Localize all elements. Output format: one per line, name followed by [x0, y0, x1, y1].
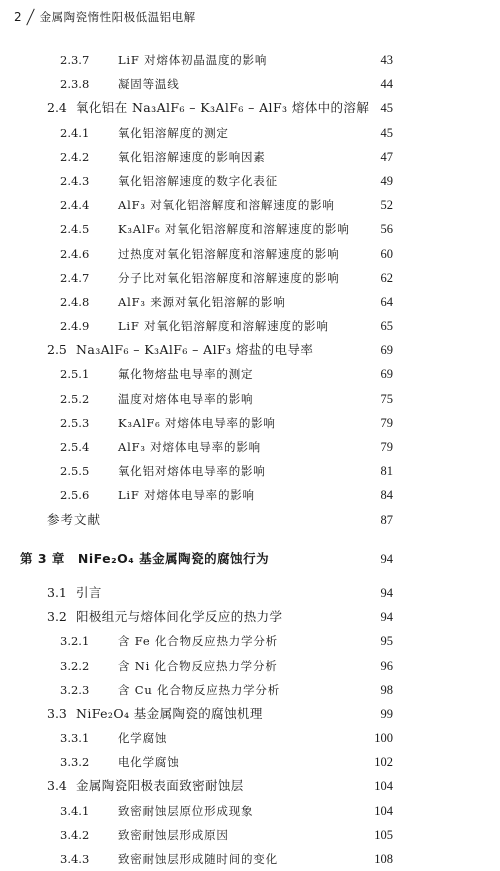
toc-page-number: 47	[380, 149, 393, 164]
toc-page-number: 94	[380, 585, 393, 600]
toc-page-number: 95	[380, 634, 393, 649]
toc-entry[interactable]	[0, 362, 500, 386]
toc-section-number: 3.2	[47, 609, 67, 625]
toc-page-number: 65	[380, 319, 393, 334]
toc-section-title: 氧化铝在 Na₃AlF₆ – K₃AlF₆ – AlF₃ 熔体中的溶解	[76, 100, 370, 116]
toc-section-title: 凝固等温线	[118, 77, 180, 92]
toc-page-number: 49	[380, 173, 393, 188]
toc-section-title: 致密耐蚀层形成随时间的变化	[118, 852, 278, 866]
toc-section-title: 电化学腐蚀	[118, 755, 180, 770]
toc-section-number: 2.4.3	[60, 173, 90, 188]
book-title: 金属陶瓷惰性阳极低温铝电解	[39, 10, 196, 24]
toc-page-number: 60	[380, 246, 393, 261]
toc-section-title: AlF₃ 对氧化铝溶解度和溶解速度的影响	[118, 198, 335, 213]
toc-page-number: 94	[380, 610, 393, 625]
toc-section-number: 2.5	[47, 342, 67, 358]
toc-section-number: 2.5.2	[60, 391, 90, 406]
toc-page-number: 52	[380, 198, 393, 213]
toc-section-number: 3.4	[47, 778, 67, 794]
toc-section-number: 2.4.2	[60, 149, 90, 164]
toc-section-title: K₃AlF₆ 对熔体电导率的影响	[118, 415, 276, 430]
toc-page-number: 105	[374, 827, 393, 842]
toc-entry[interactable]	[0, 121, 500, 145]
toc-section-number: 2.5.6	[60, 488, 90, 503]
toc-section-title: 含 Fe 化合物反应热力学分析	[118, 634, 278, 649]
toc-section-title: AlF₃ 来源对氧化铝溶解的影响	[118, 294, 286, 309]
toc-page-number: 104	[374, 779, 393, 794]
toc-entry[interactable]	[0, 72, 500, 96]
toc-page-number: 45	[380, 125, 393, 140]
toc-section-number: 2.5.1	[60, 367, 90, 382]
toc-page-number: 102	[374, 755, 393, 770]
toc-section-title: LiF 对熔体初晶温度的影响	[118, 53, 268, 67]
toc-entry[interactable]	[0, 314, 500, 338]
toc-page-number: 79	[380, 440, 393, 454]
toc-section-number: 2.4.7	[60, 270, 90, 285]
toc-entry[interactable]	[0, 508, 500, 532]
toc-section-title: NiFe₂O₄ 基金属陶瓷的腐蚀机理	[76, 705, 263, 721]
toc-section-title: 氧化铝对熔体电导率的影响	[118, 464, 266, 479]
toc-section-number: 3.3.1	[60, 731, 90, 746]
toc-entry[interactable]	[0, 145, 500, 169]
toc-page-number: 69	[380, 343, 393, 358]
toc-section-title: 过热度对氧化铝溶解度和溶解速度的影响	[118, 246, 340, 261]
toc-section-number: 2.4.8	[60, 294, 90, 309]
toc-section-title: 氧化铝溶解度的测定	[118, 125, 229, 140]
toc-section-title: K₃AlF₆ 对氧化铝溶解度和溶解速度的影响	[118, 222, 350, 237]
toc-page-number: 81	[380, 464, 393, 479]
toc-section-number: 3.3	[47, 705, 67, 721]
toc-entry[interactable]	[0, 242, 500, 266]
toc-section-number: 2.4	[47, 100, 67, 116]
toc-page-number: 43	[380, 53, 393, 67]
toc-page-number: 84	[380, 488, 393, 503]
toc-section-number: 2.4.1	[60, 125, 90, 140]
toc-section-title: 参考文献	[47, 511, 102, 527]
toc-section-number: 3.4.3	[60, 852, 90, 866]
toc-chapter-entry[interactable]	[0, 547, 500, 571]
toc-section-number: 3.1	[47, 584, 67, 600]
toc-entry[interactable]	[0, 581, 500, 605]
toc-entry[interactable]	[0, 96, 500, 120]
toc-section-number: 2.3.7	[60, 53, 90, 67]
toc-section-number: 2.3.8	[60, 77, 90, 92]
toc-section-number: 2.5.4	[60, 440, 90, 454]
toc-entry[interactable]	[0, 193, 500, 217]
toc-section-title: 温度对熔体电导率的影响	[118, 391, 254, 406]
toc-page-number: 45	[380, 101, 393, 116]
toc-section-title: 含 Cu 化合物反应热力学分析	[118, 682, 281, 697]
toc-entry[interactable]	[0, 169, 500, 193]
toc-section-title: 含 Ni 化合物反应热力学分析	[118, 658, 278, 673]
toc-page-number: 98	[380, 682, 393, 697]
toc-section-title: 氧化铝溶解速度的数字化表征	[118, 173, 278, 188]
toc-entry[interactable]	[0, 654, 500, 678]
toc-section-title: 化学腐蚀	[118, 731, 168, 746]
toc-section-title: AlF₃ 对熔体电导率的影响	[118, 440, 261, 454]
toc-section-number: 2.5.5	[60, 464, 90, 479]
toc-entry[interactable]	[0, 338, 500, 362]
toc-entry[interactable]	[0, 774, 500, 798]
toc-section-title: 分子比对氧化铝溶解度和溶解速度的影响	[118, 270, 340, 285]
toc-section-title: LiF 对熔体电导率的影响	[118, 488, 255, 503]
toc-page-number: 64	[380, 294, 393, 309]
toc-page-number: 75	[380, 391, 393, 406]
toc-section-title: 第 3 章 NiFe₂O₄ 基金属陶瓷的腐蚀行为	[20, 550, 270, 566]
toc-section-number: 2.4.4	[60, 198, 90, 213]
toc-entry[interactable]	[0, 605, 500, 629]
toc-page-number: 44	[380, 77, 393, 92]
toc-page-number: 108	[374, 852, 393, 866]
toc-entry[interactable]	[0, 847, 500, 871]
toc-section-title: LiF 对氧化铝溶解度和溶解速度的影响	[118, 319, 329, 334]
toc-entry[interactable]	[0, 387, 500, 411]
toc-page-number: 104	[374, 803, 393, 818]
toc-section-title: 致密耐蚀层形成原因	[118, 827, 229, 842]
toc-section-number: 3.2.3	[60, 682, 90, 697]
toc-page-number: 99	[380, 706, 393, 721]
toc-page-number: 62	[380, 270, 393, 285]
toc-entry[interactable]	[0, 629, 500, 653]
toc-section-title: Na₃AlF₆ – K₃AlF₆ – AlF₃ 熔盐的电导率	[76, 342, 314, 358]
toc-section-number: 3.2.2	[60, 658, 90, 673]
chapter-spacer	[0, 532, 500, 547]
toc-entry[interactable]	[0, 266, 500, 290]
table-of-contents	[0, 48, 500, 871]
toc-page-number: 94	[380, 551, 393, 566]
toc-page-number: 100	[374, 731, 393, 746]
toc-entry[interactable]	[0, 411, 500, 435]
toc-page-number: 87	[380, 512, 393, 527]
toc-section-title: 阳极组元与熔体间化学反应的热力学	[76, 609, 283, 625]
toc-entry[interactable]	[0, 217, 500, 241]
toc-entry[interactable]	[0, 702, 500, 726]
toc-entry[interactable]	[0, 799, 500, 823]
toc-section-title: 氟化物熔盐电导率的测定	[118, 367, 254, 382]
toc-entry[interactable]	[0, 726, 500, 750]
toc-section-number: 3.4.2	[60, 827, 90, 842]
toc-entry[interactable]	[0, 750, 500, 774]
toc-entry[interactable]	[0, 483, 500, 507]
toc-page-number: 56	[380, 222, 393, 237]
toc-entry[interactable]	[0, 823, 500, 847]
toc-section-number: 2.4.5	[60, 222, 90, 237]
toc-section-title: 致密耐蚀层原位形成现象	[118, 803, 254, 818]
page-number: 2	[14, 10, 22, 24]
toc-entry[interactable]	[0, 459, 500, 483]
toc-section-number: 3.2.1	[60, 634, 90, 649]
toc-page-number: 96	[380, 658, 393, 673]
toc-entry[interactable]	[0, 435, 500, 459]
toc-section-number: 3.3.2	[60, 755, 90, 770]
toc-section-title: 金属陶瓷阳极表面致密耐蚀层	[76, 778, 244, 794]
header-divider	[26, 9, 35, 26]
toc-page-number: 69	[380, 367, 393, 382]
toc-section-number: 2.4.9	[60, 319, 90, 334]
toc-page-number: 79	[380, 415, 393, 430]
toc-entry[interactable]	[0, 48, 500, 72]
toc-section-number: 2.4.6	[60, 246, 90, 261]
chapter-spacer	[0, 571, 500, 581]
running-header	[14, 8, 196, 26]
toc-section-title: 氧化铝溶解速度的影响因素	[118, 149, 266, 164]
toc-section-number: 2.5.3	[60, 415, 90, 430]
toc-entry[interactable]	[0, 678, 500, 702]
toc-entry[interactable]	[0, 290, 500, 314]
toc-section-title: 引言	[76, 584, 102, 600]
toc-section-number: 3.4.1	[60, 803, 90, 818]
